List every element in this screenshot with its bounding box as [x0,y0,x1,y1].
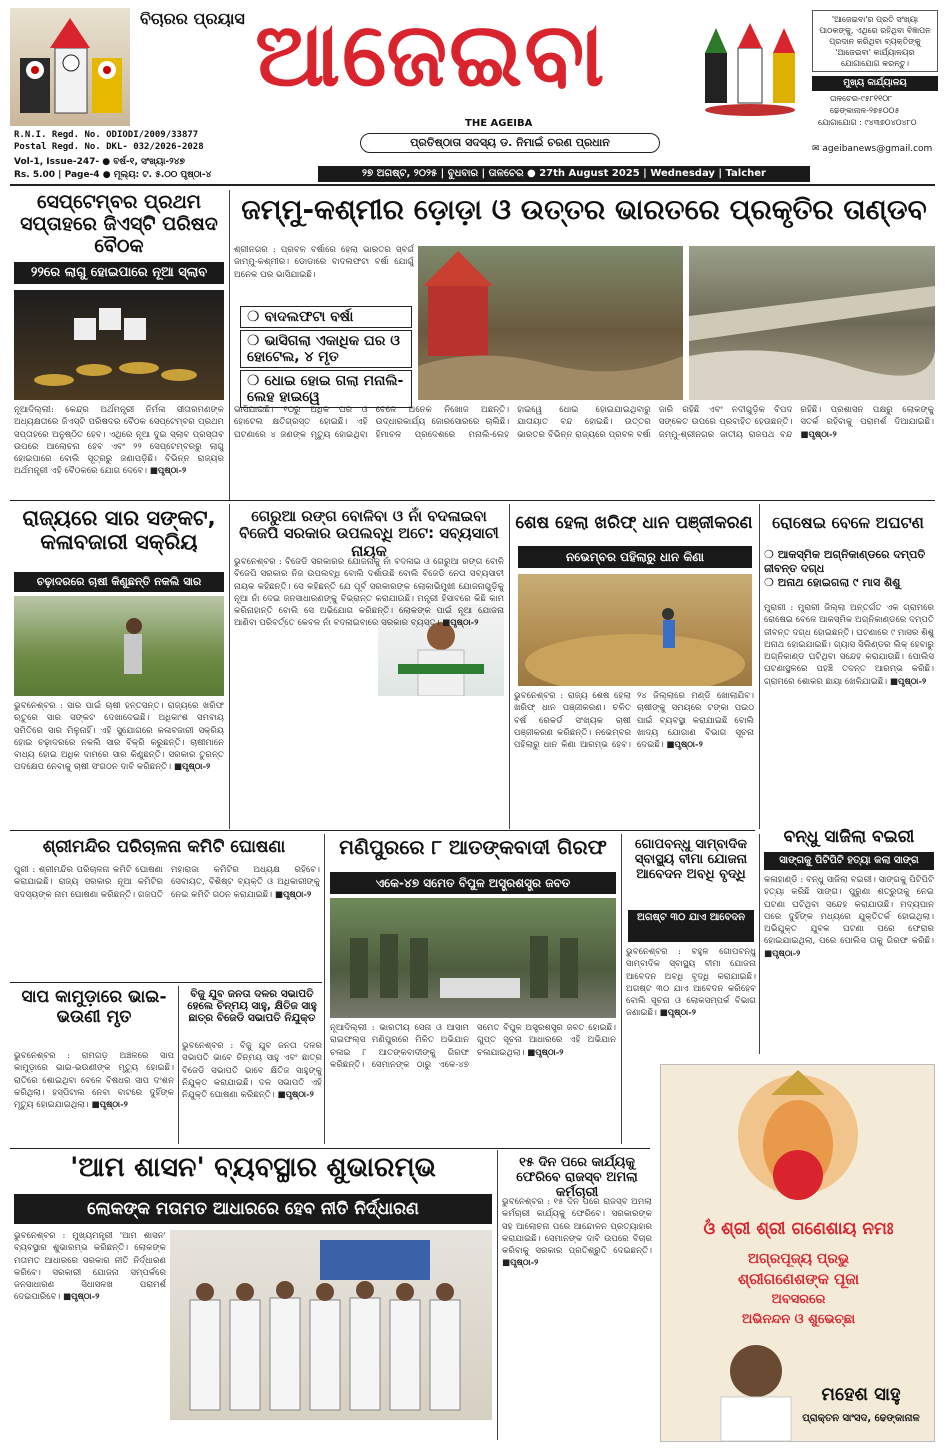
snake-continued: ■ପୃଷ୍ଠା-୨ [91,1100,128,1111]
bjd-headline: ଗେରୁଆ ରଙ୍ଗ ବୋଳିବା ଓ ନାଁ ବଦଳାଇବା ବିଜେପି ସରକାର ଉପଲବ୍ଧି ଅଟେ: ସବ୍ୟସାଚୀ ନାୟକ [239,507,499,560]
governance-body [14,1230,166,1438]
jk-body-text: ଭାସିଯାଇଛି। ୧୦ରୁ ଅଧିକ ଘର ଓ ହୋଟେଲ କ୍ଷତିଗ୍ରସ୍ତ ହୋଇଛି। ଏହି ଘଟଣାରେ ୪ ଜଣଙ୍କ ମୃତ୍ୟୁ ହୋଇଥିବା ବେଳେ ଅନେକ ନିଖୋଜ ଅଛନ୍ତି। ଉଦ୍ଧାରକାର୍ଯ୍ୟ ଜୋରସୋରରେ ଚାଲିଛି। ହିମାଚଳ ପ୍ରଦେଶରେ ମନାଲି-ଲେହ ହାଇୱେ ଧୋଇ ହୋଇଯାଇଥିବାରୁ ଯାତାୟାତ ବନ୍ଦ ହୋଇଛି। ଉତ୍ତର ଭାରତର ବିଭିନ୍ନ ରାଜ୍ୟରେ ପ୍ରବଳ ବର୍ଷା ଜାରି ରହିଛି ଏବଂ ନଦୀଗୁଡ଼ିକ ବିପଦ ସଙ୍କେତ ଉପରେ ପ୍ରବାହିତ ହେଉଛନ୍ତି। ଜମ୍ମୁ-ଶ୍ରୀନଗର ଜାତୀୟ ରାଜପଥ ବନ୍ଦ ରହିଛି। ପ୍ରଶାସନ ପକ୍ଷରୁ ଲୋକଙ୍କୁ ସତର୍କ ରହିବାକୁ ପରାମର୍ଶ ଦିଆଯାଇଛି। [234,405,934,440]
founder-text: ପ୍ରତିଷ୍ଠାତା ସଦସ୍ୟ ଡ. ନିମାଇଁ ଚରଣ ପ୍ରଧାନ [410,136,610,149]
jk-lead: ଶ୍ରୀନଗର : ପ୍ରବଳ ବର୍ଷାରେ ହେଲା ଭାରତର ସ୍ବର୍ଗ ଜାମ୍ମୁ-କଶ୍ମୀର। ଡୋଡାରେ ବାଦଲଫଟା ବର୍ଷା ଯୋଗୁଁ ଅନେକ ଘର ଭାସିଯାଇଛି। [234,245,414,280]
friend-body-text: କଳାହାଣ୍ଡି : ବନ୍ଧୁ ସାଜିଲା ବଇରୀ। ସାଙ୍ଗକୁ ପିଟିପିଟି ହତ୍ୟା କରିଛି ସାଙ୍ଗ। ପୁରୁଣା ଶତ୍ରୁତାକୁ ନେଇ ଘଟଣା ଘଟିଥିବା ସନ୍ଦେହ କରାଯାଉଛି। ମଦ୍ୟପାନ ପରେ ଦୁହିଁଙ୍କ ମଧ୍ୟରେ ଯୁକ୍ତିତର୍କ ହୋଇଥିଲା। ଅଭିଯୁକ୍ତ ଯୁବକ ଘଟଣା ପରେ ଫେରାର ହୋଇଯାଇଥିଲା, ପରେ ପୋଲିସ ତାକୁ ଗିରଫ କରିଛି। [764,875,934,947]
manipur-photo [330,898,616,1018]
fertilizer-headline: ରାଜ୍ୟରେ ସାର ସଙ୍କଟ, କଳାବଜାରୀ ସକ୍ରିୟ [22,506,216,555]
paddy-body [514,690,754,824]
col-divider [229,504,230,829]
masthead-notice: 'ଆଜେଇବା'ର ପ୍ରତି ସଂଖ୍ୟା ପାଠକଙ୍କୁ, ଏଥିରେ ରହିଥିବା ବିଜ୍ଞାପନ ପ୍ରଦାନ କରିଥିବା ବ୍ୟକ୍ତିଙ୍କୁ 'ଆଜେଇବା' କାର୍ଯ୍ୟାଳୟର ଯୋଗାଯୋଗ କରନ୍ତୁ। [812,10,938,72]
kitchen-bullet-1: ❍ ଆକସ୍ମିକ ଅଗ୍ନିକାଣ୍ଡରେ ଦମ୍ପତି ଜୀବନ୍ତ ଦଗ୍ଧ [764,548,926,575]
temple-body [14,864,320,976]
row3-divider [10,1148,650,1149]
gst-body [14,404,224,496]
jk-body [234,404,934,496]
friend-continued: ■ପୃଷ୍ଠା-୨ [764,948,801,959]
employees-continued: ■ପୃଷ୍ଠା-୨ [502,1258,539,1269]
employees-body [502,1196,652,1438]
manipur-continued: ■ପୃଷ୍ଠା-୨ [527,1047,564,1058]
row1-divider [10,500,935,501]
email-icon: ✉ [812,144,820,154]
paddy-continued: ■ପୃଷ୍ଠା-୨ [666,740,703,751]
col-divider [509,504,510,829]
col-divider [324,834,325,1144]
manipur-body-text: ନୂଆଦିଲ୍ଲୀ : ଭାରତୀୟ ସେନା ଓ ଆସାମ ରାଇଫଲ୍ସ ମଣିପୁରରେ ମିଳିତ ଅଭିଯାନ ଚଳାଇ ୮ ଆତଙ୍କବାଦୀଙ୍କୁ ଗିରଫ କରିଛନ୍ତି। ସେମାନଙ୍କ ଠାରୁ ଏକେ-୪୭ ସମେତ ବିପୁଳ ଅସ୍ତ୍ରଶସ୍ତ୍ର ଜବତ ହୋଇଛି। ଗୁପ୍ତ ସୂଚନା ଆଧାରରେ ଏହି ଅଭିଯାନ ଚଳାଯାଇଥିଲା। [330,1023,616,1070]
jk-continued: ■ପୃଷ୍ଠା-୨ [800,429,837,440]
gst-body-text: ନୂଆଦିଲ୍ଲୀ: କେନ୍ଦ୍ର ଅର୍ଥମନ୍ତ୍ରୀ ନିର୍ମଳା ସୀତାରମଣଙ୍କ ଅଧ୍ୟକ୍ଷତାରେ ଜିଏସ୍‌ଟି ପରିଷଦର ବୈଠକ ସେପ୍ଟେମ୍ବର ପ୍ରଥମ ସପ୍ତାହରେ ଅନୁଷ୍ଠିତ ହେବ। ଏଥିରେ ନୂଆ ଦୁଇ ସ୍ଲାବ ପ୍ରସ୍ତାବ ଉପରେ ଆଲୋଚନା ହେବ ଏବଂ ୨୨ ସେପ୍ଟେମ୍ବରରୁ ଲାଗୁ ହୋଇପାରେ ବୋଲି ସୂତ୍ରରୁ ଜଣାପଡ଼ିଛି। ବିଭିନ୍ନ ରାଜ୍ୟର ଅର୍ଥମନ୍ତ୍ରୀ ଏହି ବୈଠକରେ ଯୋଗ ଦେବେ। [14,405,224,477]
masthead-title: ଆଜେଇବା [255,3,607,106]
ad-line4: ଅଭିନନ୍ଦନ ଓ ଶୁଭେଚ୍ଛା [741,1312,856,1327]
bjd2-body [182,1040,322,1142]
bjd2-body-text: ଭୁବନେଶ୍ବର : ବିଜୁ ଯୁବ ଜନତା ଦଳର ସଭାପତି ଭାବେ ଚିନ୍ମୟ ସାହୁ ଏବଂ ଛାତ୍ର ବିଜେଡି ସଭାପତି ଭାବେ କ୍ଷିତିଜ ସାହୁଙ୍କୁ ନିଯୁକ୍ତ କରାଯାଇଛି। ଦଳ ସଭାପତି ଏହି ନିଯୁକ୍ତି ଘୋଷଣା କରିଛନ୍ତି। [182,1041,322,1101]
temple-body-text: ପୁରୀ : ଶ୍ରୀମନ୍ଦିର ପରିଚାଳନା କମିଟି ଘୋଷଣା କରାଯାଇଛି। ରାଜ୍ୟ ସରକାର ନୂଆ କମିଟିର ସଦସ୍ୟଙ୍କ ନାମ ଘୋଷଣା କରିଛନ୍ତି। ଗଜପତି ମହାରାଜା କମିଟିର ଅଧ୍ୟକ୍ଷ ରହିବେ। ସେବାୟତ, ବିଶିଷ୍ଟ ବ୍ୟକ୍ତି ଓ ଅଧିକାରୀଙ୍କୁ ନେଇ କମିଟି ଗଠନ କରାଯାଇଛି। [14,865,320,900]
friend-headline: ବନ୍ଧୁ ସାଜିଲା ବଇରୀ [783,827,915,847]
employees-headline: ୧୫ ଦିନ ପରେ କାର୍ଯ୍ୟକୁ ଫେରିବେ ରାଜସ୍ବ ଅମଲା କର୍ମଚାରୀ [516,1155,638,1200]
ad-name: ମହେଶ ସାହୁ [821,1384,901,1405]
bjd-body [234,556,504,824]
phone-2: ଢେଙ୍କାନାଳ-୨୭୫୦୦୫ [830,106,900,115]
bjd2-continued: ■ପୃଷ୍ଠା-୨ [277,1090,314,1101]
paddy-body-text: ଭୁବନେଶ୍ବର : ରାଜ୍ୟ ଶେଷ ହେଲା ଖରିଫ୍ ଧାନ ପଞ୍ଜୀକରଣ। ଚଳିତ ବର୍ଷ ରେକର୍ଡ ସଂଖ୍ୟକ ଚାଷୀ ପଞ୍ଜୀକରଣ କରିଛନ୍ତି। ନଭେମ୍ବର ପହିଲାରୁ ଧାନ କିଣା ଆରମ୍ଭ ହେବ। ୨୪ ଜିଲ୍ଲାରେ ମଣ୍ଡି ଖୋଲାଯିବ। ଚାଷୀଙ୍କୁ ସମୟରେ ଟଙ୍କା ପଇଠ ପାଇଁ ବ୍ୟବସ୍ଥା କରାଯାଇଛି ବୋଲି ଖାଦ୍ୟ ଯୋଗାଣ ବିଭାଗ ସୂଚନା ଦେଇଛି। [514,691,754,751]
col-divider [497,1150,498,1440]
manipur-headline: ମଣିପୁରରେ ୮ ଆତଙ୍କବାଦୀ ଗିରଫ [339,835,607,859]
ganesh-icon [661,1065,935,1215]
manipur-banner: ଏକେ-୪୭ ସମେତ ବିପୁଳ ଅସ୍ତ୍ରଶସ୍ତ୍ର ଜବତ [330,872,616,894]
masthead-tagline: ବିଚାରର ପ୍ରୟାସ [140,9,245,28]
fertilizer-body-text: ଭୁବନେଶ୍ବର : ସାର ପାଇଁ ଚାଷୀ ହନ୍ତସନ୍ତ। ରାଜ୍ୟରେ ଖରିଫ ଋତୁରେ ସାର ସଙ୍କଟ ଦେଖାଦେଇଛି। ଅଧିକାଂଶ ସମବାୟ ସମିତିରେ ସାର ମିଳୁନାହିଁ। ଏହି ସୁଯୋଗରେ କଳାବଜାରୀ ସକ୍ରିୟ ହୋଇ ଚଢ଼ାଦରରେ ନକଲି ସାର ବିକ୍ରି କରୁଛନ୍ତି। ଚାଷୀମାନେ ବାଧ୍ୟ ହୋଇ ଅଧିକ ଦାମରେ ସାର କିଣୁଛନ୍ତି। ସରକାର ତୁରନ୍ତ ପଦକ୍ଷେପ ନେବାକୁ ଚାଷୀ ସଂଗଠନ ଦାବି କରିଛନ୍ତି। [14,701,224,773]
jagannath-image-left [10,8,130,126]
insurance-body-text: ଭୁବନେଶ୍ବର : ବହୁଳ ଗୋପବନ୍ଧୁ ସାମ୍ବାଦିକ ସ୍ବାସ୍ଥ୍ୟ ବୀମା ଯୋଜନା ଆବେଦନ ଅବଧି ବୃଦ୍ଧି କରାଯାଇଛି। ଅଗଷ୍ଟ ୩୦ ଯାଏ ଆବେଦନ କରିହେବ ବୋଲି ସୂଚନା ଓ ଲୋକସମ୍ପର୍କ ବିଭାଗ ଜଣାଇଛି। [626,947,756,1019]
insurance-headline: ଗୋପବନ୍ଧୁ ସାମ୍ବାଦିକ ସ୍ବାସ୍ଥ୍ୟ ବୀମା ଯୋଜନା ଆବେଦନ ଅବଧି ବୃଦ୍ଧି [634,837,748,882]
governance-photo [170,1230,492,1420]
governance-continued: ■ପୃଷ୍ଠା-୨ [63,1292,100,1303]
ad-greeting: ଓଁ ଶ୍ରୀ ଶ୍ରୀ ଗଣେଶାୟ ନମଃ [703,1219,894,1239]
col-divider [178,986,179,1144]
masthead-founder [360,133,660,153]
kitchen-headline: ରୋଷେଇ ବେଳେ ଅଘଟଣ [772,513,924,532]
jk-bullet-2-text: ଭାସିଗଲା ଏକାଧିକ ଘର ଓ ହୋଟେଲ, ୪ ମୃତ [247,333,400,365]
governance-banner: ଲୋକଙ୍କ ମତାମତ ଆଧାରରେ ହେବ ନୀତି ନିର୍ଦ୍ଧାରଣ [14,1194,492,1224]
price-info: Rs. 5.00 | Page-4 ● ମୂଲ୍ୟ: ଟ. ୫.୦୦ ପୃଷ୍ଠା-୪ [14,170,212,180]
fertilizer-body [14,700,224,824]
paddy-headline: ଶେଷ ହେଲା ଖରିଫ୍ ଧାନ ପଞ୍ଜୀକରଣ [515,513,753,533]
jk-bullet-2: ❍ ଭାସିଗଲା ଏକାଧିକ ଘର ଓ ହୋଟେଲ, ୪ ମୃତ [240,330,412,368]
snake-body [14,1050,174,1142]
email-text: ageibanews@gmail.com [822,144,933,154]
kitchen-bullet-1-text: ଆକସ୍ମିକ ଅଗ୍ନିକାଣ୍ଡରେ ଦମ୍ପତି ଜୀବନ୍ତ ଦଗ୍ଧ [764,548,926,575]
phone-3: ଯୋଗାଯୋଗ : ୯୪୩୭୦୪୦୪୮୦ [818,118,917,127]
gst-banner: ୨୨ରେ ଲାଗୁ ହୋଇପାରେ ନୂଆ ସ୍ଲାବ [14,262,224,284]
kitchen-body [764,602,934,822]
masthead-divider [10,184,935,186]
masthead-title-en: THE AGEIBA [465,118,533,129]
snake-body-text: ଭୁବନେଶ୍ବର : ରାମଗଡ଼ ଅଞ୍ଚଳରେ ସାପ କାମୁଡ଼ାରେ ଭାଇ-ଭଉଣୀଙ୍କ ମୃତ୍ୟୁ ହୋଇଛି। ରାତିରେ ଶୋଇଥିବା ବେଳେ ବିଷଧର ସାପ ଦଂଶନ କରିଥିଲା। ହସ୍ପିଟାଲ ନେବା ବାଟରେ ଦୁହିଁଙ୍କ ମୃତ୍ୟୁ ହୋଇଯାଇଥିଲା। [14,1051,174,1111]
governance-body-text: ଭୁବନେଶ୍ବର : ମୁଖ୍ୟମନ୍ତ୍ରୀ 'ଆମ ଶାସନ' ବ୍ୟବସ୍ଥାର ଶୁଭାରମ୍ଭ କରିଛନ୍ତି। ଲୋକଙ୍କ ମତାମତ ଆଧାରରେ ସରକାର ନୀତି ନିର୍ଦ୍ଧାରଣ କରିବେ। ସରକାରୀ ଯୋଜନା ସମ୍ପର୍କରେ ଜନସାଧାରଣ ସିଧାସଳଖ ପରାମର୍ଶ ଦେଇପାରିବେ। [14,1231,166,1303]
insurance-banner: ଅଗଷ୍ଟ ୩୦ ଯାଏ ଆବେଦନ [628,910,754,942]
manipur-body [330,1022,616,1140]
kitchen-body-text: ମୁରାରୀ : ମୁରାରୀ ଜିଲ୍ଲା ଅନ୍ତର୍ଗତ ଏକ ଗ୍ରାମରେ ରୋଷେଇ ବେଳେ ଆକସ୍ମିକ ଅଗ୍ନିକାଣ୍ଡରେ ଦମ୍ପତି ଜୀବନ୍ତ ଦଗ୍ଧ ହୋଇଛନ୍ତି। ଘଟଣାରେ ୯ ମାସର ଶିଶୁ ଅନାଥ ହୋଇଯାଇଛି। ଗ୍ୟାସ ସିଲିଣ୍ଡର ଲିକ୍ ହେବାରୁ ଅଗ୍ନିକାଣ୍ଡ ଘଟିଥିବା ସନ୍ଦେହ କରାଯାଉଛି। ପୋଲିସ ଘଟଣାସ୍ଥଳରେ ପହଞ୍ଚି ତଦନ୍ତ ଆରମ୍ଭ କରିଛି। ଗ୍ରାମରେ ଶୋକର ଛାୟା ଖେଳିଯାଇଛି। [764,603,934,687]
issue-info: Vol-1, Issue-247- ● ବର୍ଷ-୧, ସଂଖ୍ୟା-୨୪୭ [14,157,185,167]
ad-role: ପ୍ରାକ୍ତନ ସାଂସଦ, ଢେଙ୍କାନାଳ [802,1413,920,1424]
dateline: ୨୭ ଅଗଷ୍ଟ, ୨୦୨୫ | ବୁଧବାର | ତାଳଚେର ● 27th August 2025 | Wednesday | Talcher [318,166,810,182]
fertilizer-continued: ■ପୃଷ୍ଠା-୨ [173,762,211,773]
bjd-continued: ■ପୃଷ୍ଠା-୨ [442,618,479,629]
gst-continued: ■ପୃଷ୍ଠା-୨ [149,466,187,477]
fertilizer-banner: ଚଢ଼ାଦରରେ ଚାଷୀ କିଣୁଛନ୍ତି ନକଲି ସାର [14,572,224,592]
snake-headline: ସାପ କାମୁଡ଼ାରେ ଭାଇ-ଭଉଣୀ ମୃତ [21,987,167,1027]
kitchen-bullet-2-text: ଅନାଥ ହୋଇଗଲା ୯ ମାସ ଶିଶୁ [777,576,901,589]
col-divider [759,504,760,829]
col-divider [759,834,760,1054]
jk-headline: ଜମ୍ମୁ-କଶ୍ମୀର ଡ଼ୋଡ଼ା ଓ ଉତ୍ତର ଭାରତରେ ପ୍ରକୃତିର ତାଣ୍ଡବ [241,193,927,226]
snake-divider [10,982,322,983]
ganesh-ad [660,1064,935,1442]
bjd2-headline: ବିଜୁ ଯୁବ ଜନତା ଦଳର ସଭାପତି ହେଲେ ଚିନ୍ମୟ ସାହୁ, କ୍ଷିତିଜ ସାହୁ ଛାତ୍ର ବିଜେଡି ସଭାପତି ନିଯୁକ୍ତ [187,988,317,1025]
ad-line3: ଅବସରରେ [771,1292,826,1307]
flood-photo-1 [418,246,683,400]
jk-bullet-1-text: ବାଦଲଫଟା ବର୍ଷା [264,309,354,325]
bjd-body-text: ଭୁବନେଶ୍ବର : ବିଜେଡି ସରକାରର ଯୋଜନାକୁ ନାଁ ବଦଳାଇ ଓ ଗେରୁଆ ରଙ୍ଗ ବୋଳି ବିଜେପି ସରକାର ନିଜ ଉପଲବ୍ଧି ବୋଲି ଦର୍ଶାଉଛି ବୋଲି ବିଜେଡି ନେତା ସବ୍ୟସାଚୀ ନାୟକ କହିଛନ୍ତି। ସେ କହିଛନ୍ତି ଯେ ପୂର୍ବ ସରକାରଙ୍କ ଲୋକାଭିମୁଖୀ ଯୋଜନାଗୁଡ଼ିକୁ ନୂଆ ନାଁ ଦେଇ ଜନସାଧାରଣଙ୍କୁ ବିଭ୍ରାନ୍ତ କରାଯାଉଛି। ମନ୍ତ୍ରୀ ହିସାବରେ କିଛି କାମ କରିନାହାନ୍ତି ବୋଲି ସେ ଅଭିଯୋଗ କରିଛନ୍ତି। ଲୋକଙ୍କ ପାଇଁ ନୂଆ ଯୋଜନା ଆଣିବା ପରିବର୍ତ୍ତେ କେବଳ ନାଁ ବଦଳାଇବାରେ ସରକାର ବ୍ୟସ୍ତ। [234,557,504,629]
office-label: ମୁଖ୍ୟ କାର୍ଯ୍ୟାଳୟ [812,76,938,91]
governance-headline: 'ଆମ ଶାସନ' ବ୍ୟବସ୍ଥାର ଶୁଭାରମ୍ଭ [70,1152,436,1183]
farmer-photo [14,596,224,696]
paddy-photo [518,574,752,686]
insurance-body [626,946,756,1050]
regd-2: Postal Regd. No. DKL- 032/2026-2028 [14,142,204,152]
flood-photo-2 [689,246,935,400]
kitchen-bullet-2: ❍ ଅନାଥ ହୋଇଗଲା ୯ ମାସ ଶିଶୁ [764,576,901,589]
kitchen-bullets [764,548,934,590]
jk-bullet-3: ❍ ଧୋଇ ହୋଇ ଗଲା ମନାଲି-ଲେହ ହାଇୱେ [240,370,412,408]
friend-banner: ସାଙ୍ଗକୁ ପିଟିପିଟି ହତ୍ୟା କଲା ସାଙ୍ଗ [764,852,934,870]
insurance-continued: ■ପୃଷ୍ଠା-୨ [659,1008,697,1019]
gst-headline: ସେପ୍ଟେମ୍ବର ପ୍ରଥମ ସପ୍ତାହରେ ଜିଏସ୍‌ଟି ପରିଷଦ ବୈଠକ [20,191,218,257]
temple-continued: ■ପୃଷ୍ଠା-୨ [274,889,312,900]
jk-bullet-1: ❍ ବାଦଲଫଟା ବର୍ଷା [240,306,412,328]
kitchen-continued: ■ପୃଷ୍ଠା-୨ [889,676,927,687]
gst-photo [14,290,224,400]
col-divider [621,834,622,1144]
ad-line2: ଶ୍ରୀଗଣେଶଙ୍କ ପୂଜା [737,1270,860,1288]
col-divider [229,190,230,500]
regd-1: R.N.I. Regd. No. ODIODI/2009/33877 [14,130,199,140]
temple-headline: ଶ୍ରୀମନ୍ଦିର ପରିଚାଳନା କମିଟି ଘୋଷଣା [42,837,286,857]
employees-body-text: ଭୁବନେଶ୍ବର : ୧୫ ଦିନ ପରେ ରାଜସ୍ବ ଅମଲା କର୍ମଚାରୀ କାର୍ଯ୍ୟକୁ ଫେରିବେ। ସରକାରଙ୍କ ସହ ଆଲୋଚନା ପରେ ଆନ୍ଦୋଳନ ପ୍ରତ୍ୟାହାର କରାଯାଇଛି। ସେମାନଙ୍କ ଦାବି ଉପରେ ବିଚାର କରିବାକୁ ସରକାର ପ୍ରତିଶ୍ରୁତି ଦେଇଛନ୍ତି। [502,1197,652,1257]
paddy-banner: ନଭେମ୍ବର ପହିଲାରୁ ଧାନ କିଣା [518,546,752,568]
jk-bullet-3-text: ଧୋଇ ହୋଇ ଗଲା ମନାଲି-ଲେହ ହାଇୱେ [247,373,404,405]
ad-line1: ଅଗ୍ରପୂଜ୍ୟ ପ୍ରଭୁ [747,1251,850,1267]
row2-divider [10,830,755,831]
friend-body [764,874,934,1050]
email[interactable] [812,144,932,154]
phone-1: ତାଳଚେର-୯୫୮୧୧୦୮ [830,94,893,103]
jk-bullets [240,306,412,410]
jagannath-image-right [700,18,800,118]
